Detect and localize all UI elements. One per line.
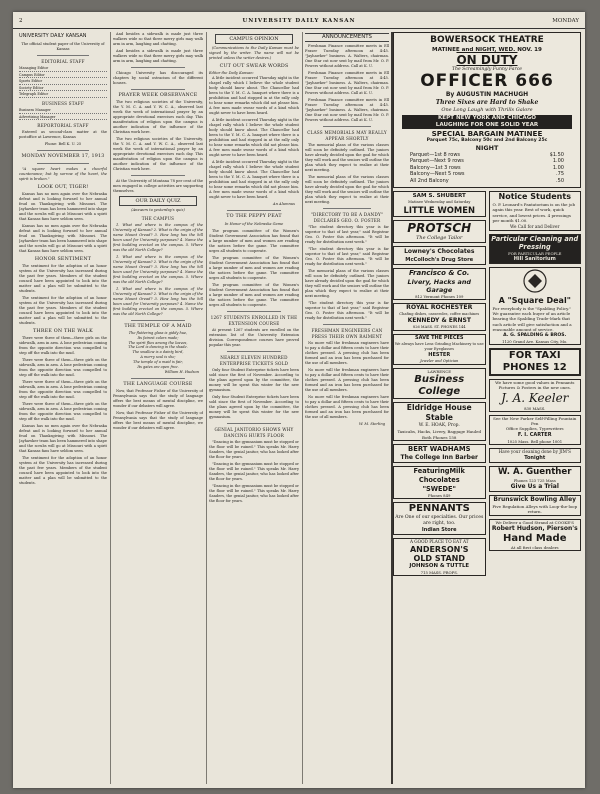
- divider: [227, 210, 281, 211]
- article-body: "The student directory this year is far superior to that of last year," said Registrar Geo. O. Foster this afternoon. "It will be ready for distribution next week.": [305, 301, 389, 320]
- ad-protsch: [393, 220, 486, 243]
- theatre-name: BOWERSOCK THEATRE: [430, 35, 544, 45]
- price-label: Parquet—Next 9 rows: [410, 158, 464, 165]
- hudson-name: Robert Hudson, Pierson's: [491, 524, 578, 532]
- ad-bert-wadhams: [393, 444, 486, 463]
- article-headline: 1267 STUDENTS ENROLLED IN THE EXTENSION COURSE: [210, 315, 298, 326]
- poem-line: The Lord is dancing in the shade.: [128, 345, 188, 350]
- editorial-staff-heading: EDITORIAL STAFF: [41, 59, 85, 64]
- hester-name: HESTER: [428, 352, 451, 359]
- pennants-text: Are One of our specialties. Our prices are right, too.: [395, 515, 484, 527]
- article-headline: FRESHMAN ENGINEERS CAN PRESS THEIR OWN RAIMENT: [311, 328, 383, 339]
- campus-opinion-heading: CAMPUS OPINION: [215, 34, 293, 44]
- letter-salutation: Editor the Daily Kansan:: [209, 71, 254, 75]
- sanitorium: Hill Sanitorium: [513, 255, 556, 262]
- old-stand: OLD STAND: [413, 554, 465, 564]
- divider: [131, 320, 185, 321]
- college-city: LAWRENCE: [427, 369, 452, 375]
- article-body: At present 1267 students are enrolled on the extension list of the University Extension division. Correspondence courses have proved popular this year.: [209, 328, 299, 347]
- quiz-body: 1. What and where is the campus of the University of Kansas? 2. What is the origin of the name Mount Oread? 3. How long has the hill been used for University purposes? 4. Name the first building erected on the campus. 5. Where was the old North College?: [113, 287, 203, 316]
- show-dates: MATINEE and NIGHT, WED. NOV. 19: [432, 47, 542, 53]
- show-tagline: The Screamingly Funny Farce: [451, 67, 523, 72]
- price-value: .50: [556, 177, 564, 184]
- divider: [37, 163, 89, 164]
- ad-anderson: [393, 538, 486, 576]
- article-subheading: In Honor of the Nebraska Game: [224, 222, 284, 226]
- carter-address: 1025 Mass. Bell phone 1001: [507, 438, 563, 444]
- masthead-day: MONDAY: [552, 18, 579, 24]
- ad-guenther: [489, 466, 582, 492]
- price-value: 1.00: [552, 158, 564, 165]
- staff-item: Society Editor: [19, 86, 107, 92]
- divider: [227, 351, 281, 352]
- ad-taxi: [489, 348, 582, 376]
- daily-quote: "A square heart makes a cheerful countenance; but by sorrow of the heart, the spirit is broken.": [19, 167, 107, 182]
- eldridge-prop: W. E. HOAK, Prop.: [418, 423, 460, 429]
- editorial-headline: THREE ON THE WALK: [33, 329, 93, 335]
- square-deal-heading: A "Square Deal": [498, 295, 571, 305]
- article-body: And besides a sidewalk is made just three walkers wide so that three merry girls may walk arm in arm, laughing and chatting.: [113, 49, 203, 63]
- article-body: No more will the freshman engineers have to pay a dollar and fifteen cents to have their clothes pressed. A pressing club has been formed and an iron has been purchased for the use of all members.: [305, 341, 389, 365]
- divider: [37, 150, 89, 151]
- column-two: [113, 32, 203, 784]
- featuring: FeaturingMilk Chocolates: [413, 467, 465, 485]
- show-author: By AUGUSTIN MACHUGH: [445, 91, 529, 98]
- business-staff-list: [19, 108, 107, 120]
- article-body: No more will the freshman engineers have to pay a dollar and fifteen cents to have their clothes pressed. A pressing club has been formed and an iron has been purchased for the use of all members.: [305, 368, 389, 392]
- column-rule: [206, 32, 207, 784]
- ad-carter: [489, 415, 582, 445]
- keeler-text: We have some good values in Pennants Pictures & Posters in the new ones.: [495, 379, 575, 391]
- article-body: The program committee of the Women's Student Government Association has found that a large number of men and women are reading the notices before the game. The committee urges all students to cooperate.: [209, 256, 299, 280]
- editorial-body: There were three of them—three girls on the sidewalk, arm in arm. A lone pedestrian coming from the opposite direction was compelled to step off the walk into the mud.: [19, 336, 107, 356]
- article-body: "The student directory this year is far superior to that of last year," said Registrar Geo. O. Foster this afternoon. "It will be ready for distribution next week.": [305, 247, 389, 266]
- ad-business-college: [393, 368, 486, 399]
- announcements-heading: ANNOUNCEMENTS: [305, 33, 389, 42]
- ad-francisco: [393, 268, 486, 300]
- show-kept: KEPT NEW YORK AND CHICAGO: [402, 115, 572, 122]
- ad-spalding: [489, 267, 582, 345]
- ad-grid: [393, 191, 581, 579]
- column-rule: [110, 32, 111, 784]
- quiz-subheading: (Answers to yesterday's quiz): [131, 208, 185, 212]
- ad-jims: [489, 448, 582, 463]
- editorial-staff-list: [19, 66, 107, 98]
- editorial-body: Kansas has no men again over the Nebraska defeat and is looking forward to her annual feud on Thanksgiving with Missouri. The Jayhawker team has been hammered into shape and the scrubs will go at Missouri with a spirit that Kansas fans have seldom seen.: [19, 224, 107, 254]
- night-heading: NIGHT: [475, 144, 499, 152]
- spalding-emblem-icon: [520, 268, 550, 294]
- little-women: LITTLE WOMEN: [403, 205, 475, 216]
- office-supplies: Office Supplies, Typewriters: [505, 426, 564, 432]
- brunswick-name: Brunswick Bowling Alley: [493, 495, 577, 503]
- divider: [227, 423, 281, 424]
- taxi-phones: PHONES 12: [502, 361, 567, 373]
- article-body: "Dancing in the gymnasium must be stopped or the floor will be ruined." This speaks Mr. Harry Sanders, the genial janitor, who has looked after the floor for years.: [209, 440, 299, 459]
- shubert-sub: Matinee Wednesday and Saturday: [408, 200, 471, 205]
- article-body: No more will the freshman engineers have to pay a dollar and fifteen cents to have their clothes pressed. A pressing club has been formed and an iron has been purchased for the use of all members.: [305, 395, 389, 419]
- tonight-text: Tonight: [524, 454, 546, 461]
- show-on-duty: ON DUTY: [456, 53, 518, 67]
- lowney-name: Lowney's Chocolates: [404, 248, 475, 256]
- price-label: Balcony—Next 5 rows: [410, 171, 465, 178]
- poem: [113, 331, 203, 369]
- editorial-headline: HONOR SENTIMENT: [34, 257, 92, 263]
- price-label: Balcony—1st 3 rows: [410, 164, 461, 171]
- johnson-address: 715 MASS. PROPS.: [420, 570, 458, 576]
- anderson-name: ANDERSON'S: [409, 545, 469, 555]
- staff-item: Sports Editor: [19, 79, 107, 85]
- ad-notice-students: [489, 191, 582, 231]
- reportorial-staff-heading: REPORTORIAL STAFF: [37, 123, 89, 129]
- divider: [131, 89, 185, 90]
- column-rule: [302, 32, 303, 784]
- editorial-body: The sentiment for the adoption of an honor system at the University has increased during the past few years. Members of the student council have been appointed to look into the matter and a plan will be submitted to the students.: [19, 264, 107, 294]
- price-value: .75: [556, 171, 564, 178]
- cleaning-text: Have your cleaning done by JIM'S: [498, 448, 571, 454]
- good-place: A GOOD PLACE TO EAT AT: [409, 539, 469, 545]
- poem-line: Its fairest colors made;: [137, 335, 179, 340]
- staff-item: Telegraph Editor: [19, 92, 107, 98]
- mccolloch-name: McColloch's Drug Store: [405, 257, 474, 264]
- square-deal-text: For everybody is the "Spalding Policy." We guarantee each buyer of an article bearing the Spalding Trade-Mark that such article will give satisfaction and a reasonable amount of service.: [492, 305, 572, 333]
- swede-name: "SWEDE": [422, 485, 456, 494]
- poem-line: The swallow is a dainty bird,: [132, 350, 184, 355]
- particular-sub: FOR PARTICULAR PEOPLE: [508, 250, 562, 256]
- parker-text: See the New Parker Self-Filling Fountain Pen: [493, 415, 577, 426]
- swede-phone: Phones 849: [428, 493, 451, 499]
- divider: [131, 67, 185, 68]
- pieces-heading: SAVE THE PIECES: [414, 335, 464, 342]
- price-label: Parquet—1st 8 rows: [410, 152, 461, 158]
- keeler-address: 830 MASS.: [524, 405, 546, 411]
- editorial-body: There were three of them—three girls on the sidewalk, arm in arm. A lone pedestrian coming from the opposite direction was compelled to step off the walk into the mud.: [19, 358, 107, 378]
- official-note: The official student paper of the University of Kansas: [21, 42, 105, 51]
- show-tagline-two: Three Sixes are Hard to Shake: [435, 99, 539, 106]
- announcement-body: Freshman Finance committee meets in Ell Fraser Tuesday afternoon at 4:45. "Jayhawker" business. A. Walters, chairman. One Star cut now sent by mail from Mr. O. P. Powers without address. Call at K. U.: [305, 98, 389, 122]
- divider: [37, 55, 89, 56]
- hester-sub: Jeweler and Optician: [420, 359, 459, 364]
- article-headline: CLASS MEMORIALS MAY REALLY APPEAR SHORTLY: [307, 130, 387, 141]
- taxi-heading: FOR TAXI: [508, 349, 561, 361]
- ad-bowersock-theatre: [393, 32, 581, 188]
- issue-date: MONDAY NOVEMBER 17, 1913: [21, 154, 105, 160]
- poem-line: The temple of a maid is fair,: [133, 359, 183, 364]
- article-body: Only four Student Enterprise tickets have been sold since the first of November. According to the plans agreed upon by the committee, the money will be spent this winter for the new gymnasium.: [209, 368, 299, 392]
- college-name: Business College: [414, 374, 465, 398]
- opinion-note: (Communications to the Daily Kansan must be signed by the writer. The name will not be printed unless the writer desires.): [209, 46, 299, 60]
- article-body: The two religious societies of the University, the Y. M. C. A. and Y. W. C. A., observed last week the week of international prayer by an appropriate devotional exercises each day. This manifestation of religion upon the campus is another indication of the influence of the Christian work here.: [113, 137, 203, 171]
- article-body: The program committee of the Women's Student Government Association has found that a large number of men and women are reading the notices before the game. The committee urges all students to cooperate.: [209, 229, 299, 253]
- livery: Livery, Hacks and Garage: [407, 278, 471, 295]
- notice-text: O. P. Leonard's Pantatorium is on the job again this year. Best of work, quick service, and lowest prices. 4 pressings per month $1.00.: [492, 202, 576, 224]
- pennants-heading: PENNANTS: [408, 503, 470, 515]
- rochester-sub: Chafing dishes, casseroles, coffee machines: [399, 312, 480, 317]
- page-number: 2: [19, 18, 23, 24]
- article-body: Now, that Professor Fisher of the University of Pennsylvania says that the study of language offers the best means of mental discipline, we wonder if our debaters will agree.: [113, 411, 203, 431]
- special-matinee: SPECIAL BARGAIN MATINEE: [431, 129, 543, 138]
- article-body: The memorial plans of the various classes will soon be definitely outlined. The juniors have already decided upon the goal for which they will work and the seniors will outline the plan which they expect to realize at their next meeting.: [305, 269, 389, 298]
- francisco-name: Francisco & Co.: [409, 269, 470, 278]
- divider: [227, 311, 281, 312]
- show-title: OFFICER 666: [420, 71, 554, 91]
- poem-line: The spirit flies among the leaves,: [128, 340, 188, 345]
- quiz-body: 1. What and where is the campus of the University of Kansas? 2. What is the origin of the name Mount Oread? 3. How long has the hill been used for University purposes? 4. Name the first building erected on the campus. 5. Where was the old North College?: [113, 223, 203, 252]
- rochester-name: ROYAL ROCHESTER: [406, 304, 473, 312]
- quiz-heading: OUR DAILY QUIZ: [119, 196, 197, 206]
- letter-headline: CUT OUT SWEAR WORDS: [219, 64, 289, 69]
- article-body: The program committee of the Women's Student Government Association has found that a large number of men and women are reading the notices before the game. The committee urges all students to cooperate.: [209, 283, 299, 307]
- bert-name: BERT WADHAMS: [408, 445, 471, 454]
- quiz-body: 1. What and where is the campus of the University of Kansas? 2. What is the origin of the name Mount Oread? 3. How long has the hill been used for University purposes? 4. Name the first building erected on the campus. 5. Where was the old North College?: [113, 255, 203, 284]
- editorial-headline: LOOK OUT, TIGER!: [37, 185, 89, 191]
- ad-lowney: [393, 246, 486, 265]
- ad-royal-rochester: [393, 303, 486, 331]
- price-row: [394, 178, 580, 184]
- lenses-text: We always have Lens Grinding Machinery to use your Eyeglasses: [394, 342, 484, 352]
- editorial-body: There were three of them—three girls on the sidewalk, arm in arm. A lone pedestrian coming from the opposite direction was compelled to step off the walk into the mud.: [19, 380, 107, 400]
- ad-eldridge: [393, 402, 486, 441]
- editorial-body: There were three of them—three girls on the sidewalk, arm in arm. A lone pedestrian coming from the opposite direction was compelled to step off the walk into the mud.: [19, 402, 107, 422]
- poem-line: A merry soul is she;: [140, 354, 176, 359]
- paper-title: UNIVERSITY DAILY KANSAN: [242, 18, 356, 24]
- johnson-name: JOHNSON & TUTTLE: [409, 563, 470, 570]
- ad-subcolumn-right: [489, 191, 582, 579]
- poem-line: The fluttering glass is giddy hue,: [128, 331, 188, 335]
- ad-swede: [393, 466, 486, 499]
- college-inn: The College Inn Barber: [400, 454, 478, 462]
- staff-item: Advertising Manager: [19, 115, 107, 121]
- ad-shubert: [393, 191, 486, 217]
- column-editorial: [19, 32, 107, 784]
- cooke-text: We Deliver a Good Strand at COOKE'S: [495, 519, 575, 525]
- article-headline: GENIAL JANITORIO SHOWS WHY DANCING HURTS FLOOR: [214, 427, 294, 438]
- kennedy-name: KENNEDY & ERNST: [407, 317, 471, 325]
- particular-heading: Particular Cleaning and Pressing: [491, 234, 579, 251]
- quiz-topic: THE CAMPUS: [141, 216, 175, 221]
- ad-brunswick: [489, 495, 582, 516]
- staff-item: Managing Editor: [19, 66, 107, 72]
- phone-line: Phone: Bell K. U. 25: [44, 142, 82, 147]
- article-body: "The student directory this year is far superior to that of last year," said Registrar Geo. O. Foster this afternoon. "It will be ready for distribution next week.": [305, 225, 389, 244]
- article-body: At the University of Montana 78 per cent of the men engaged in college activities are supporting themselves.: [113, 179, 203, 193]
- editorial-body: The sentiment for the adoption of an honor system at the University has increased during the past few years. Members of the student council have been appointed to look into the matter and a plan will be submitted to the students.: [19, 296, 107, 326]
- ad-pennants: [393, 502, 486, 535]
- letter-signature: An Alumnus: [273, 202, 295, 206]
- call-deliver: We Call for and Deliver: [510, 223, 560, 229]
- shubert-name: SAM S. SHUBERT: [412, 193, 466, 200]
- eldridge-tagline: Taxicabs, Hacks, Livery, Baggage Hauled: [397, 429, 482, 435]
- letter-body: A little incident occurred Thursday night in the chapel rally which I believe the whole student body should know about. The Chancellor had been to the Y. M. C. A. banquet where there is a prohibition and had stopped in at the rally only to hear some remarks which did not please him. A few men made swear words of a kind which ought never to have been heard.: [209, 118, 299, 157]
- article-headline: NEARLY ELEVEN HUNDRED ENTERPRISE TICKETS SOLD: [219, 355, 289, 366]
- announcement-body: Freshman Finance committee meets in Ell Fraser Tuesday afternoon at 4:45. "Jayhawker" business. A. Walters, chairman. One Star cut now sent by mail from Mr. O. P. Powers without address. Call at K. U.: [305, 71, 389, 95]
- letter-body: A little incident occurred Thursday night in the chapel rally which I believe the whole student body should know about. The Chancellor had been to the Y. M. C. A. banquet where there is a prohibition and had stopped in at the rally only to hear some remarks which did not please him. A few men made swear words of a kind which ought never to have been heard.: [209, 160, 299, 199]
- brunswick-text: Five Regulation Alleys with Loop-the-loop return.: [492, 503, 578, 515]
- livery-address: 812 Vermont Phones 109: [415, 294, 464, 300]
- article-body: The memorial plans of the various classes will soon be definitely outlined. The juniors have already decided upon the goal for which they will work and the seniors will outline the plan which they expect to realize at their next meeting.: [305, 143, 389, 172]
- notice-heading: Notice Students: [498, 192, 571, 202]
- keeler-signature: J. A. Keeler: [501, 390, 569, 405]
- article-body: The memorial plans of the various classes will soon be definitely outlined. The juniors have already decided upon the goal for which they will work and the seniors will outline the plan which they expect to realize at their next meeting.: [305, 175, 389, 204]
- article-headline: THE LANGUAGE COURSE: [123, 382, 193, 388]
- article-headline: "DIRECTORY TO BE A DANDY" DECLARES GEO. O. FOSTER: [310, 212, 384, 223]
- article-body: And besides a sidewalk is made just three walkers wide so that three merry girls may walk arm in arm, laughing and chatting.: [113, 32, 203, 46]
- poem-line: Its gates are open free.: [137, 364, 179, 369]
- business-staff-heading: BUSINESS STAFF: [42, 100, 84, 106]
- divider: [323, 208, 371, 209]
- show-laughing: LAUGHING FOR ONE SOLID YEAR: [402, 122, 572, 129]
- ad-column: [393, 32, 581, 784]
- ad-hester: [393, 334, 486, 365]
- indian-store: Indian Store: [421, 527, 457, 534]
- letter-body: A little incident occurred Thursday night in the chapel rally which I believe the whole student body should know about. The Chancellor had been to the Y. M. C. A. banquet where there is a prohibition and had stopped in at the rally only to hear some remarks which did not please him. A few men made swear words of a kind which ought never to have been heard.: [209, 76, 299, 115]
- masthead: [13, 14, 585, 29]
- matinee-prices: Parquet 75c, Balcony 50c and 2nd Balcony 25c: [426, 138, 548, 143]
- eldridge-name: Eldridge House Stable: [406, 403, 472, 423]
- poem-signature: William H. Hudson: [164, 370, 199, 375]
- article-body: The two religious societies of the University, the Y. M. C. A. and Y. W. C. A., observed last week the week of international prayer by an appropriate devotional exercises each day. This manifestation of religion upon the campus is another indication of the influence of the Christian work here.: [113, 100, 203, 134]
- spalding-name: A. G. SPALDING & BROS.: [503, 332, 567, 338]
- article-headline: PRAYER WEEK OBSERVANCE: [118, 93, 198, 98]
- article-body: Now, that Professor Fisher of the University of Pennsylvania says that the study of language offers the best means of mental discipline, we wonder if our debaters will agree.: [113, 389, 203, 409]
- ad-particular-cleaning: [489, 234, 582, 264]
- paper-name: UNIVERSITY DAILY KANSAN: [19, 33, 87, 39]
- article-body: "Dancing in the gymnasium must be stopped or the floor will be ruined." This speaks Mr. Harry Sanders, the genial janitor, who has looked after the floor for years.: [209, 462, 299, 481]
- article-headline: TO THE PEPPY PEAT: [226, 214, 282, 219]
- announcement-body: Freshman Finance committee meets in Ell Fraser Tuesday afternoon at 4:45. "Jayhawker" business. A. Walters, chairman. One Star cut now sent by mail from Mr. O. P. Powers without address. Call at K. U.: [305, 44, 389, 68]
- ad-subcolumn-left: [393, 191, 486, 579]
- newspaper-page: [13, 12, 585, 788]
- column-four: [305, 32, 389, 784]
- editorial-body: The sentiment for the adoption of an honor system at the University has increased during the past few years. Members of the student council have been appointed to look into the matter and a plan will be submitted to the students.: [19, 456, 107, 486]
- divider: [131, 378, 185, 379]
- price-value: 1.00: [552, 164, 564, 171]
- staff-item: Campus Editor: [19, 73, 107, 79]
- article-body: "Dancing in the gymnasium must be stopped or the floor will be ruined." This speaks Mr. Harry Sanders, the genial janitor, who has looked after the floor for years.: [209, 484, 299, 503]
- kennedy-address: 826 MASS. ST. PHONES 144: [412, 325, 466, 330]
- ad-hudson: [489, 519, 582, 552]
- editorial-body: Kansas has no men again over the Nebraska defeat and is looking forward to her annual feud on Thanksgiving with Missouri. The Jayhawker team has been hammered into shape and the scrubs will go at Missouri with a spirit that Kansas fans have seldom seen.: [19, 424, 107, 454]
- price-label: All 2nd Balcony: [410, 177, 449, 184]
- eldridge-phones: Both Phones 158: [422, 434, 457, 440]
- article-signature: W. M. Sterling: [359, 422, 385, 426]
- entry-notice: Entered as second-class matter at the postoffice at Lawrence, Kansas: [19, 130, 107, 140]
- protsch-sub: The College Tailor: [416, 235, 463, 242]
- dealers-text: At all first class dealers: [510, 544, 559, 550]
- price-value: $1.50: [549, 152, 564, 158]
- article-body: Only four Student Enterprise tickets have been sold since the first of November. According to the plans agreed upon by the committee, the money will be spent this winter for the new gymnasium.: [209, 395, 299, 419]
- carter-name: F. I. CARTER: [517, 431, 552, 438]
- spalding-address: 1120 Grand Ave. Kansas City, Mo.: [502, 338, 568, 344]
- divider: [323, 126, 371, 127]
- divider: [131, 175, 185, 176]
- article-body: Chicago University has discouraged its chapters by social ostracism of the different houses.: [113, 71, 203, 85]
- hand-made: Hand Made: [502, 532, 567, 544]
- guenther-name: W. A. Guenther: [497, 466, 572, 477]
- poem-title: THE TEMPLE OF A MAID: [124, 324, 192, 329]
- ad-keeler: [489, 379, 582, 412]
- editorial-body: Kansas has no men again over the Nebraska defeat and is looking forward to her annual feud on Thanksgiving with Missouri. The Jayhawker team has been hammered into shape and the scrubs will go at Missouri with a spirit that Kansas fans have seldom seen.: [19, 192, 107, 222]
- give-trial: Give Us a Trial: [510, 482, 559, 490]
- staff-item: Business Manager: [19, 108, 107, 114]
- column-three: [209, 32, 299, 784]
- show-tagline-three: One Long Laugh with Thrills Galore: [441, 107, 533, 113]
- protsch-name: PROTSCH: [407, 221, 472, 236]
- divider: [323, 324, 371, 325]
- guenther-phones: Phones 123 725 Mass: [513, 477, 556, 483]
